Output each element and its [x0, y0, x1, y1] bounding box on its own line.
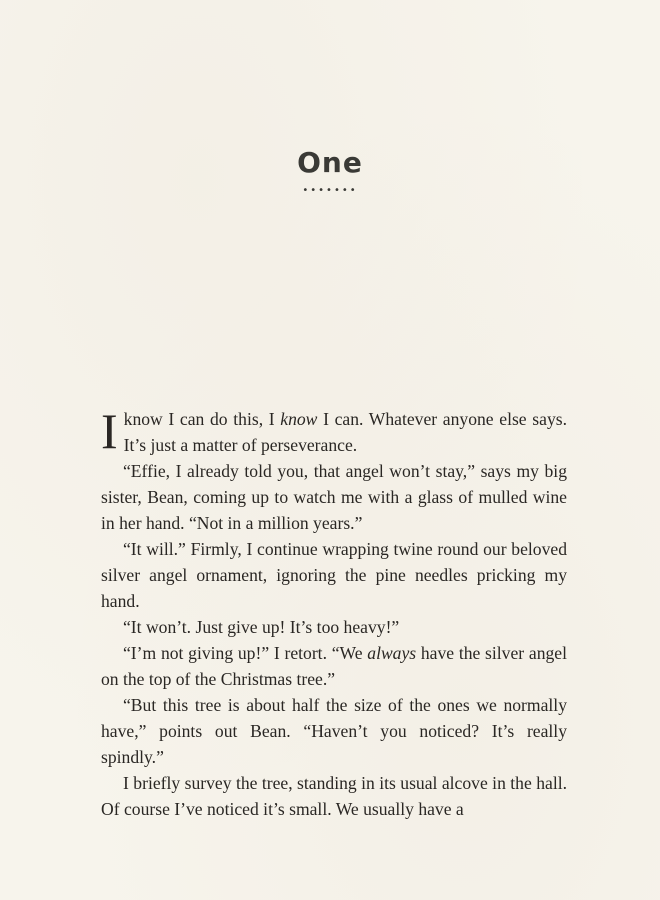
- paragraph: [101, 640, 567, 692]
- paragraph: [101, 536, 567, 614]
- paragraph: [101, 403, 567, 459]
- paragraph: [101, 770, 567, 822]
- chapter-title: One: [297, 146, 363, 179]
- paragraph-text: I can. Whatever anyone else says. It’s just a matter of perseverance.: [123, 409, 567, 455]
- paragraph-text: have the silver angel on the top of the Christmas tree.”: [101, 643, 567, 689]
- paragraph: [101, 458, 567, 536]
- paragraph-text: know I can do this, I: [123, 409, 281, 429]
- paragraph: [101, 614, 567, 640]
- paragraph-text: “But this tree is about half the size of the ones we normally have,” points out Bean. “Haven’t you noticed? It’s really spindly.”: [101, 695, 567, 767]
- italic-text: know: [280, 409, 318, 429]
- paragraph-text: “Effie, I already told you, that angel won’t stay,” says my big sister, Bean, coming up to watch me with a glass of mulled wine in her hand. “Not in a million years.”: [101, 461, 567, 533]
- drop-cap: I: [101, 403, 118, 459]
- chapter-ornament: •••••••: [302, 185, 358, 196]
- paragraph-text: I briefly survey the tree, standing in its usual alcove in the hall. Of course I’ve noticed it’s small. We usually have a: [101, 773, 567, 819]
- paragraph: [101, 692, 567, 770]
- italic-text: always: [367, 643, 417, 663]
- paragraph-text: “It won’t. Just give up! It’s too heavy!”: [123, 617, 400, 637]
- paragraph-text: “It will.” Firmly, I continue wrapping twine round our beloved silver angel ornament, ignoring the pine needles pricking my hand.: [101, 539, 567, 611]
- paragraph-text: “I’m not giving up!” I retort. “We: [123, 643, 368, 663]
- chapter-body: [101, 403, 567, 822]
